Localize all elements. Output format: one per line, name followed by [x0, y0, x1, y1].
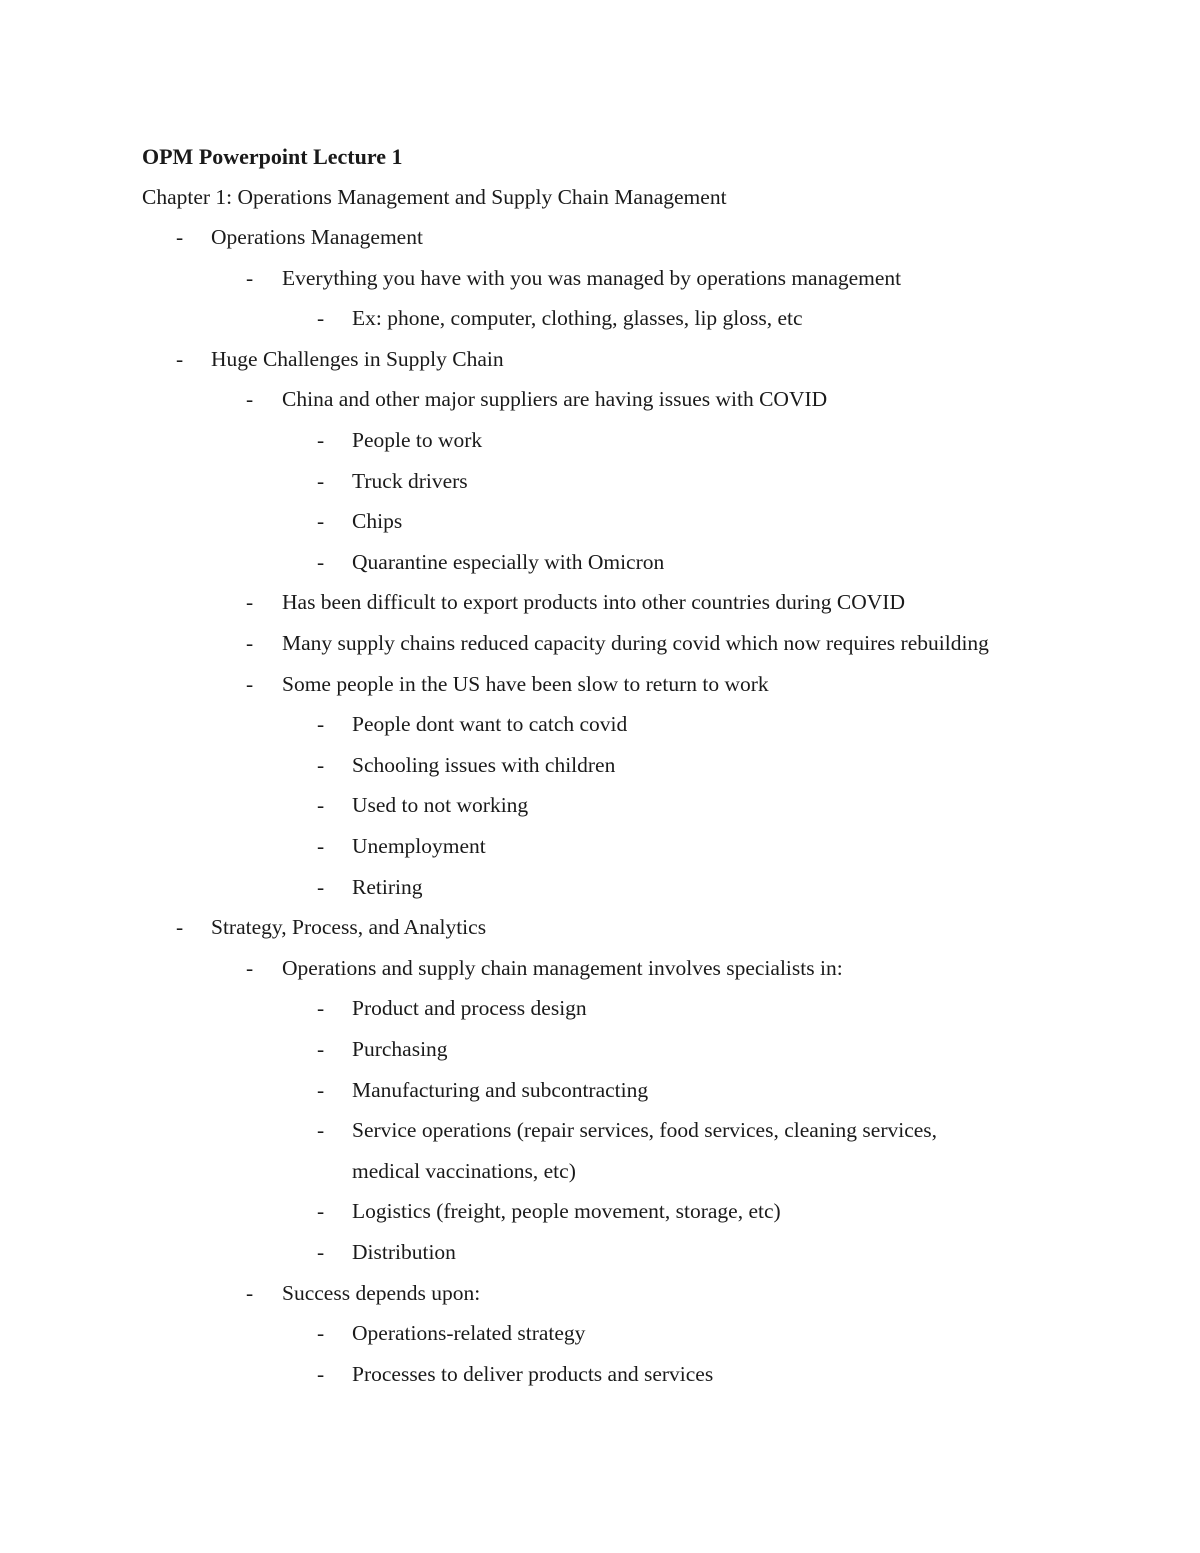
bullet-dash: -	[317, 549, 325, 574]
bullet-dash: -	[176, 346, 184, 371]
list-item-level-3: Service operations (repair services, food services, cleaning services,	[352, 1118, 938, 1143]
chapter-heading: Chapter 1: Operations Management and Supply Chain Management	[142, 185, 727, 209]
bullet-dash: -	[317, 428, 325, 452]
bullet-dash: -	[317, 1240, 325, 1264]
list-item-level-1: Operations Management	[211, 225, 423, 249]
list-item-level-2: Success depends upon:	[282, 1280, 481, 1305]
list-item-level-3: Distribution	[352, 1240, 456, 1264]
bullet-dash: -	[317, 1199, 325, 1224]
bullet-dash: -	[317, 468, 325, 493]
bullet-dash: -	[317, 306, 325, 331]
list-item-level-2: China and other major suppliers are having issues with COVID	[282, 387, 828, 412]
list-item-level-3: Chips	[352, 509, 403, 534]
bullet-dash: -	[317, 1118, 325, 1143]
list-item-level-1: Strategy, Process, and Analytics	[211, 915, 487, 940]
list-item-level-2: Has been difficult to export products into other countries during COVID	[282, 590, 905, 615]
bullet-dash: -	[317, 1321, 325, 1346]
document-title: OPM Powerpoint Lecture 1	[142, 144, 403, 169]
list-item-level-3: People dont want to catch covid	[352, 712, 628, 737]
list-item-level-3: Product and process design	[352, 996, 587, 1021]
list-item-level-3: Retiring	[352, 874, 423, 899]
bullet-dash: -	[317, 996, 325, 1021]
list-item-level-3: Ex: phone, computer, clothing, glasses, lip gloss, etc	[352, 306, 803, 331]
bullet-dash: -	[246, 387, 254, 412]
list-item-level-3: Unemployment	[352, 834, 486, 858]
bullet-dash: -	[246, 265, 254, 290]
bullet-dash: -	[246, 1280, 254, 1305]
bullet-dash: -	[176, 225, 184, 249]
list-item-level-3: Quarantine especially with Omicron	[352, 549, 665, 574]
list-item-level-3: Used to not working	[352, 793, 529, 818]
bullet-dash: -	[176, 915, 184, 940]
list-item-level-3: Operations-related strategy	[352, 1321, 586, 1346]
bullet-dash: -	[246, 955, 254, 980]
bullet-dash: -	[317, 1077, 325, 1102]
list-item-level-3: People to work	[352, 428, 483, 452]
bullet-dash: -	[317, 1037, 325, 1061]
bullet-dash: -	[246, 590, 254, 615]
list-item-level-3: Schooling issues with children	[352, 752, 616, 777]
list-item-level-3: Truck drivers	[352, 468, 468, 493]
bullet-dash: -	[317, 752, 325, 777]
list-item-level-3: Purchasing	[352, 1037, 448, 1061]
bullet-dash: -	[317, 1361, 325, 1386]
list-item-level-3: Manufacturing and subcontracting	[352, 1077, 649, 1102]
list-item-level-1: Huge Challenges in Supply Chain	[211, 346, 504, 371]
bullet-dash: -	[246, 631, 254, 655]
list-item-level-2: Everything you have with you was managed by operations management	[282, 265, 902, 290]
bullet-dash: -	[317, 712, 325, 737]
bullet-dash: -	[317, 509, 325, 534]
list-item-level-2: Many supply chains reduced capacity during covid which now requires rebuilding	[282, 631, 989, 655]
bullet-dash: -	[317, 793, 325, 818]
bullet-dash: -	[317, 874, 325, 899]
list-item-continuation: medical vaccinations, etc)	[352, 1158, 576, 1183]
bullet-dash: -	[246, 671, 254, 696]
list-item-level-2: Operations and supply chain management involves specialists in:	[282, 955, 843, 980]
list-item-level-3: Logistics (freight, people movement, storage, etc)	[352, 1199, 781, 1224]
bullet-dash: -	[317, 834, 325, 858]
list-item-level-3: Processes to deliver products and services	[352, 1361, 714, 1386]
list-item-level-2: Some people in the US have been slow to return to work	[282, 671, 769, 696]
